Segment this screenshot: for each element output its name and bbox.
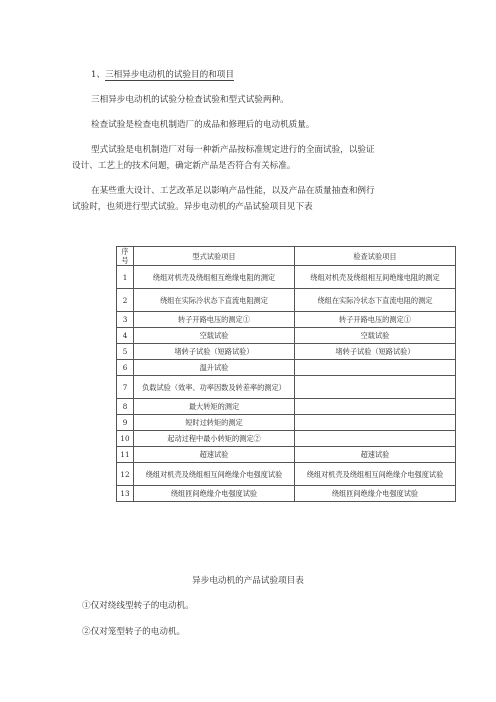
cell-type-test: 绕组对机壳及绕组相互绝缘电阻的测定 [134, 266, 295, 289]
header-no: 序号 [117, 247, 134, 266]
cell-type-test: 空载试验 [134, 328, 295, 344]
cell-no: 4 [117, 328, 134, 344]
table-row [117, 289, 456, 312]
cell-check-test: 超速试验 [295, 447, 456, 463]
cell-no: 9 [117, 415, 134, 431]
footnote-2: ②仅对笼型转子的电动机。 [82, 627, 186, 637]
cell-type-test: 起动过程中最小转矩的测定② [134, 431, 295, 447]
cell-check-test: 堵转子试验（短路试验） [295, 344, 456, 360]
header-type-test: 型式试验项目 [134, 247, 295, 266]
cell-check-test [295, 415, 456, 431]
cell-type-test: 温升试验 [134, 360, 295, 376]
cell-check-test: 绕组匝间绝缘介电强度试验 [295, 486, 456, 502]
cell-check-test: 绕组对机壳及绕组相互间绝缘电阻的测定 [295, 266, 456, 289]
table-row [117, 447, 456, 463]
table-row [117, 344, 456, 360]
cell-type-test: 转子开路电压的测定① [134, 312, 295, 328]
cell-type-test: 短时过转矩的测定 [134, 415, 295, 431]
cell-check-test [295, 399, 456, 415]
cell-check-test: 绕组对机壳及绕组相互间绝缘介电强度试验 [295, 463, 456, 486]
section-heading [91, 68, 451, 83]
paragraph-4-line-2: 试验时，也须进行型式试验。异步电动机的产品试验项目见下表 [72, 202, 313, 212]
cell-no: 6 [117, 360, 134, 376]
cell-no: 11 [117, 447, 134, 463]
heading-number: 1、 [91, 70, 106, 80]
cell-no: 13 [117, 486, 134, 502]
table-row [117, 360, 456, 376]
cell-type-test: 绕组匝间绝缘介电强度试验 [134, 486, 295, 502]
table-row [117, 312, 456, 328]
table-row [117, 328, 456, 344]
table-caption: 异步电动机的产品试验项目表 [192, 576, 304, 586]
cell-no: 10 [117, 431, 134, 447]
paragraph-4-line-1: 在某些重大设计、工艺改革足以影响产品性能，以及产品在质量抽查和例行 [91, 186, 375, 196]
table-row [117, 399, 456, 415]
cell-no: 5 [117, 344, 134, 360]
paragraph-3-line-1: 型式试验是电机制造厂对每一种新产品按标准规定进行的全面试验，以验证 [91, 145, 375, 155]
table-row [117, 463, 456, 486]
cell-type-test: 堵转子试验（短路试验） [134, 344, 295, 360]
table-row [117, 431, 456, 447]
cell-type-test: 负载试验（效率、功率因数及转差率的测定） [134, 376, 295, 399]
paragraph-2: 检查试验是检查电机制造厂的成品和修理后的电动机质量。 [91, 120, 315, 130]
test-items-table [116, 246, 456, 502]
cell-no: 8 [117, 399, 134, 415]
paragraph-1: 三相异步电动机的试验分检查试验和型式试验两种。 [91, 95, 289, 105]
table-row [117, 266, 456, 289]
footnote-1: ①仅对绕线型转子的电动机。 [82, 601, 194, 611]
cell-check-test: 空载试验 [295, 328, 456, 344]
table-row [117, 486, 456, 502]
cell-check-test [295, 360, 456, 376]
cell-check-test [295, 376, 456, 399]
cell-type-test: 超速试验 [134, 447, 295, 463]
table-row [117, 376, 456, 399]
table-header-row [117, 247, 456, 266]
cell-no: 3 [117, 312, 134, 328]
cell-no: 1 [117, 266, 134, 289]
cell-check-test: 转子开路电压的测定① [295, 312, 456, 328]
paragraph-3-line-2: 设计、工艺上的技术问题，确定新产品是否符合有关标准。 [72, 161, 296, 171]
heading-title: 三相异步电动机的试验目的和项目 [105, 70, 234, 80]
cell-check-test: 绕组在实际冷状态下直流电阻的测定 [295, 289, 456, 312]
header-check-test: 检查试验项目 [295, 247, 456, 266]
cell-type-test: 绕组对机壳及绕组相互间绝缘介电强度试验 [134, 463, 295, 486]
cell-type-test: 绕组在实际冷状态下直流电阻测定 [134, 289, 295, 312]
cell-no: 7 [117, 376, 134, 399]
cell-type-test: 最大转矩的测定 [134, 399, 295, 415]
cell-no: 2 [117, 289, 134, 312]
table-row [117, 415, 456, 431]
cell-no: 12 [117, 463, 134, 486]
cell-check-test [295, 431, 456, 447]
